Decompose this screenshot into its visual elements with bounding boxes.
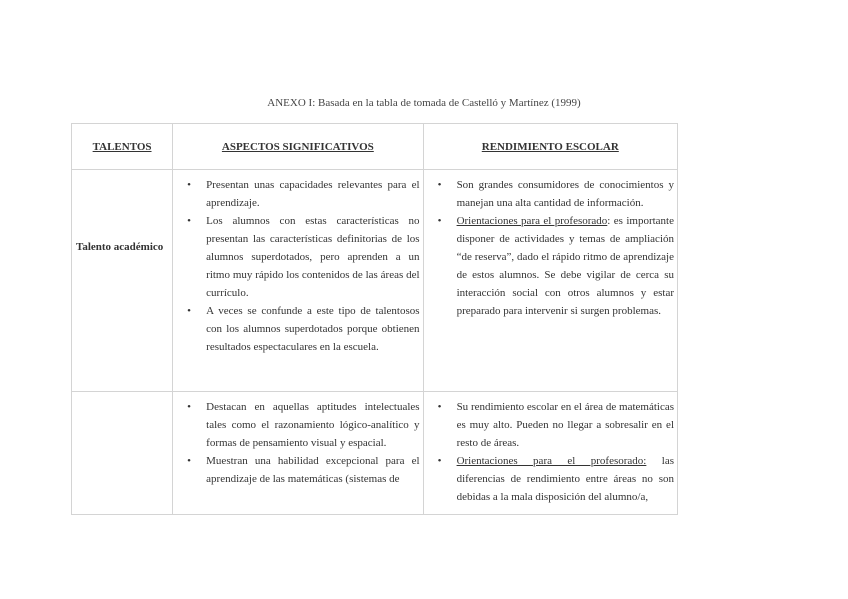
aspects-list: [173, 398, 422, 488]
list-item-text: : es importante disponer de actividades y temas de ampliación “de reserva”, dado el rápido ritmo de aprendizaje de estos alumnos. Se debe vigilar de cerca su interacción social con otros alumnos y estar preparado para intervenir si surgen problemas.: [456, 215, 674, 317]
list-item: [424, 398, 677, 452]
list-item: [424, 452, 677, 506]
table-row: [72, 392, 678, 515]
list-item: • Destacan en aquellas aptitudes intelectuales tales como el razonamiento lógico-analítico y formas de pensamiento visual y espacial.: [173, 398, 422, 452]
aspects-cell: [173, 392, 423, 515]
header-talentos: TALENTOS: [72, 124, 173, 170]
list-item: [424, 176, 677, 212]
list-item: • A veces se confunde a este tipo de talentosos con los alumnos superdotados porque obtienen resultados espectaculares en la escuela.: [173, 302, 422, 356]
table-header-row: [72, 124, 678, 170]
list-item: • Los alumnos con estas características no presentan las características definitorias de los alumnos superdotados, pero aprenden a un ritmo muy rápido los contenidos de las áreas del currículo.: [173, 212, 422, 302]
talent-name: [72, 392, 173, 515]
list-item: • Presentan unas capacidades relevantes para el aprendizaje.: [173, 176, 422, 212]
cell-clip: [424, 398, 677, 508]
list-item-text: las diferencias de rendimiento entre áreas no son debidas a la mala disposición del alumno/a,: [456, 455, 674, 503]
list-item: • Muestran una habilidad excepcional para el aprendizaje de las matemáticas (sistemas de: [173, 452, 422, 488]
header-aspectos: ASPECTOS SIGNIFICATIVOS: [173, 124, 423, 170]
performance-list: [424, 176, 677, 320]
list-item-lead: Orientaciones para el profesorado: [456, 215, 608, 227]
cell-clip: [173, 398, 422, 508]
header-rendimiento: RENDIMIENTO ESCOLAR: [423, 124, 677, 170]
list-item-text: Son grandes consumidores de conocimientos y manejan una alta cantidad de información.: [456, 179, 674, 209]
performance-cell: [423, 392, 677, 515]
aspects-list: [173, 176, 422, 356]
table-caption: ANEXO I: Basada en la tabla de tomada de Castelló y Martínez (1999): [267, 97, 581, 109]
aspects-cell: [173, 170, 423, 392]
talent-name: Talento académico: [72, 170, 173, 392]
list-item-lead: Orientaciones para el profesorado:: [456, 455, 647, 467]
talents-table: [71, 123, 678, 515]
list-item-text: Su rendimiento escolar en el área de matemáticas es muy alto. Pueden no llegar a sobresalir en el resto de áreas.: [456, 401, 674, 449]
table-row: [72, 170, 678, 392]
performance-list: [424, 398, 677, 506]
performance-cell: [423, 170, 677, 392]
list-item: [424, 212, 677, 320]
